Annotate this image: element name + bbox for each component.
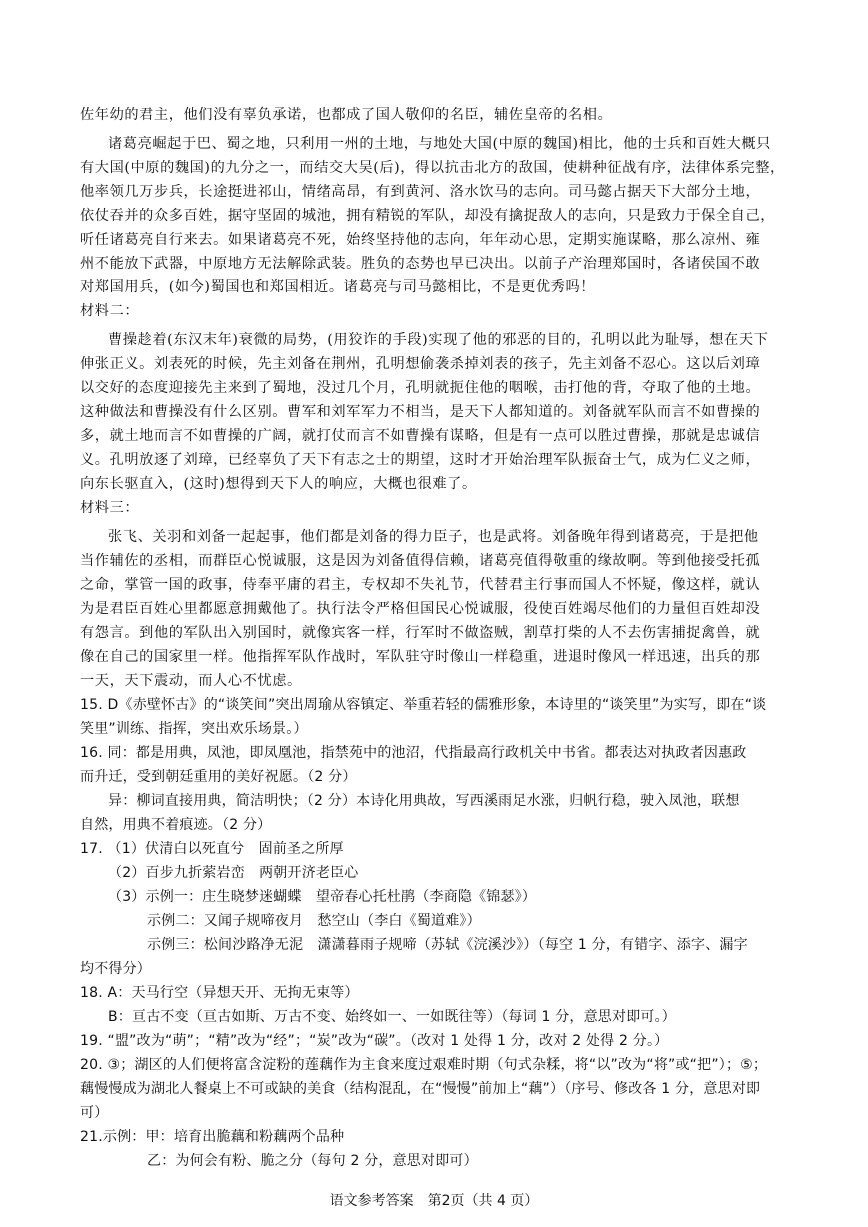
text-line: 曹操趁着(东汉末年)衰微的局势，(用狡诈的手段)实现了他的邪恶的目的，孔明以此为耻辱，想在天下 [108, 332, 769, 348]
text-line: 以交好的态度迎接先主来到了蜀地，没过几个月，孔明就扼住他的咽喉，击打他的背，夺取了他的土地。 [80, 380, 761, 396]
answer-20: 20. ③；湖区的人们便将富含淀粉的莲藕作为主食来度过艰难时期（句式杂糅，将“以”改为“将”或“把”）；⑤； [80, 1057, 768, 1073]
answer-20-end: 可） [80, 1105, 109, 1121]
answer-17-3-ex2: 示例二：又闻子规啼夜月 愁空山（李白《蜀道难》） [147, 913, 481, 929]
answer-17-3-ex3: 示例三：松间沙路净无泥 潇潇暮雨子规啼（苏轼《浣溪沙》）（每空 1 分，有错字、添字、漏字 [147, 937, 748, 953]
section-label: 材料二： [80, 303, 140, 319]
answer-21-b: 乙：为何会有粉、脆之分（每句 2 分，意思对即可） [147, 1153, 478, 1169]
text-line: 向东长驱直入，(这时)想得到天下人的响应，大概也很难了。 [80, 476, 477, 492]
text-line: 张飞、关羽和刘备一起起事，他们都是刘备的得力臣子，也是武将。刘备晚年得到诸葛亮，于是把他 [108, 529, 759, 545]
answer-17-2: （2）百步九折萦岩峦 两朝开济老臣心 [108, 865, 359, 881]
text-line: 有怨言。到他的军队出入别国时，就像宾客一样，行军时不做盗贼，割草打柴的人不去伤害捕捉禽兽，就 [80, 625, 761, 641]
text-line: 多，就土地而言不如曹操的广阔，就打仗而言不如曹操有谋略，但是有一点可以胜过曹操，那就是忠诚信 [80, 428, 761, 444]
text-line: 诸葛亮崛起于巴、蜀之地，只利用一州的土地，与地处大国(中原的魏国)相比，他的士兵和百姓大概只 [108, 136, 771, 152]
answer-18b: B：亘古不变（亘古如斯、万古不变、始终如一、一如既往等）（每词 1 分，意思对即可。） [108, 1009, 677, 1025]
answer-15: 15. D《赤壁怀古》的“谈笑间”突出周瑜从容镇定、举重若轻的儒雅形象，本诗里的“谈笑里”为实写，即在“谈 [80, 697, 767, 713]
section-label: 材料三： [80, 500, 140, 516]
answer-17-3: （3）示例一：庄生晓梦迷蝴蝶 望帝春心托杜鹃（李商隐《锦瑟》） [108, 889, 537, 905]
text-line: 伸张正义。刘表死的时候，先主刘备在荆州，孔明想偷袭杀掉刘表的孩子，先主刘备不忍心。这以后刘璋 [80, 356, 761, 372]
answer-20-cont: 藕慢慢成为湖北人餐桌上不可或缺的美食（结构混乱，在“慢慢”前加上“藕”）（序号、修改各 1 分，意思对即 [80, 1081, 761, 1097]
answer-19: 19. “盟”改为“萌”；“精”改为“经”；“炭”改为“碳”。（改对 1 处得 1 分，改对 2 处得 2 分。） [80, 1033, 669, 1049]
text-line: 对郑国用兵，(如今)蜀国也和郑国相近。诸葛亮与司马懿相比，不是更优秀吗！ [80, 279, 596, 295]
text-line: 义。孔明放逐了刘璋，已经辜负了天下有志之士的期望，这时才开始治理军队振奋士气，成为仁义之师， [80, 452, 761, 468]
text-line: 他率领几万步兵，长途挺进祁山，情绪高昂，有到黄河、洛水饮马的志向。司马懿占据天下大部分土地， [80, 184, 761, 200]
answer-17: 17. （1）伏清白以死直兮 固前圣之所厚 [80, 841, 344, 857]
text-line: 像在自己的国家里一样。他指挥军队作战时，军队驻守时像山一样稳重，进退时像风一样迅速，出兵的那 [80, 649, 761, 665]
answer-17-note: 均不得分） [80, 961, 151, 977]
text-line: 州不能放下武器，中原地方无法解除武装。胜负的态势也早已决出。以前子产治理郑国时，各诸侯国不敢 [80, 256, 761, 272]
answer-21: 21.示例：甲：培育出脆藕和粉藕两个品种 [80, 1129, 345, 1145]
answer-16-cont: 而升迁，受到朝廷重用的美好祝愿。（2 分） [80, 769, 357, 785]
answer-15-cont: 笑里”训练、指挥，突出欢乐场景。） [80, 721, 308, 737]
page-footer: 语文参考答案 第2页（共 4 页） [329, 1193, 539, 1209]
answer-18a: 18. A：天马行空（异想天开、无拘无束等） [80, 985, 359, 1001]
text-line: 为是君臣百姓心里都愿意拥戴他了。执行法令严格但国民心悦诚服，役使百姓竭尽他们的力量但百姓却没 [80, 601, 761, 617]
text-line: 依仗吞并的众多百姓，据守坚固的城池，拥有精锐的军队，却没有擒捉敌人的志向，只是致力于保全自己， [80, 208, 776, 224]
text-line: 之命，掌管一国的政事，侍奉平庸的君主，专权却不失礼节，代替君主行事而国人不怀疑，像这样，就认 [80, 577, 761, 593]
answer-16: 16. 同：都是用典，凤池，即凤凰池，指禁苑中的池沼，代指最高行政机关中书省。都表达对执政者因惠政 [80, 745, 747, 761]
text-line: 一天，天下震动，而人心不忧虑。 [80, 673, 302, 689]
text-line: 佐年幼的君主，他们没有辜负承诺，也都成了国人敬仰的名臣，辅佐皇帝的名相。 [80, 107, 613, 123]
answer-16-diff-cont: 自然，用典不着痕迹。（2 分） [80, 817, 272, 833]
answer-16-diff: 异：柳词直接用典，简洁明快；（2 分）本诗化用典故，写西溪雨足水涨，归帆行稳，驶入凤池，联想 [108, 793, 740, 809]
text-line: 当作辅佐的丞相，而群臣心悦诚服，这是因为刘备值得信赖，诸葛亮值得敬重的缘故啊。等到他接受托孤 [80, 553, 761, 569]
text-line: 听任诸葛亮自行来去。如果诸葛亮不死，始终坚持他的志向，年年动心思，定期实施谋略，那么凉州、雍 [80, 232, 761, 248]
text-line: 这种做法和曹操没有什么区别。曹军和刘军军力不相当，是天下人都知道的。刘备就军队而言不如曹操的 [80, 404, 761, 420]
text-line: 有大国(中原的魏国)的九分之一，而结交大吴(后)，得以抗击北方的敌国，使耕种征战有序，法律体系完整， [80, 160, 785, 176]
